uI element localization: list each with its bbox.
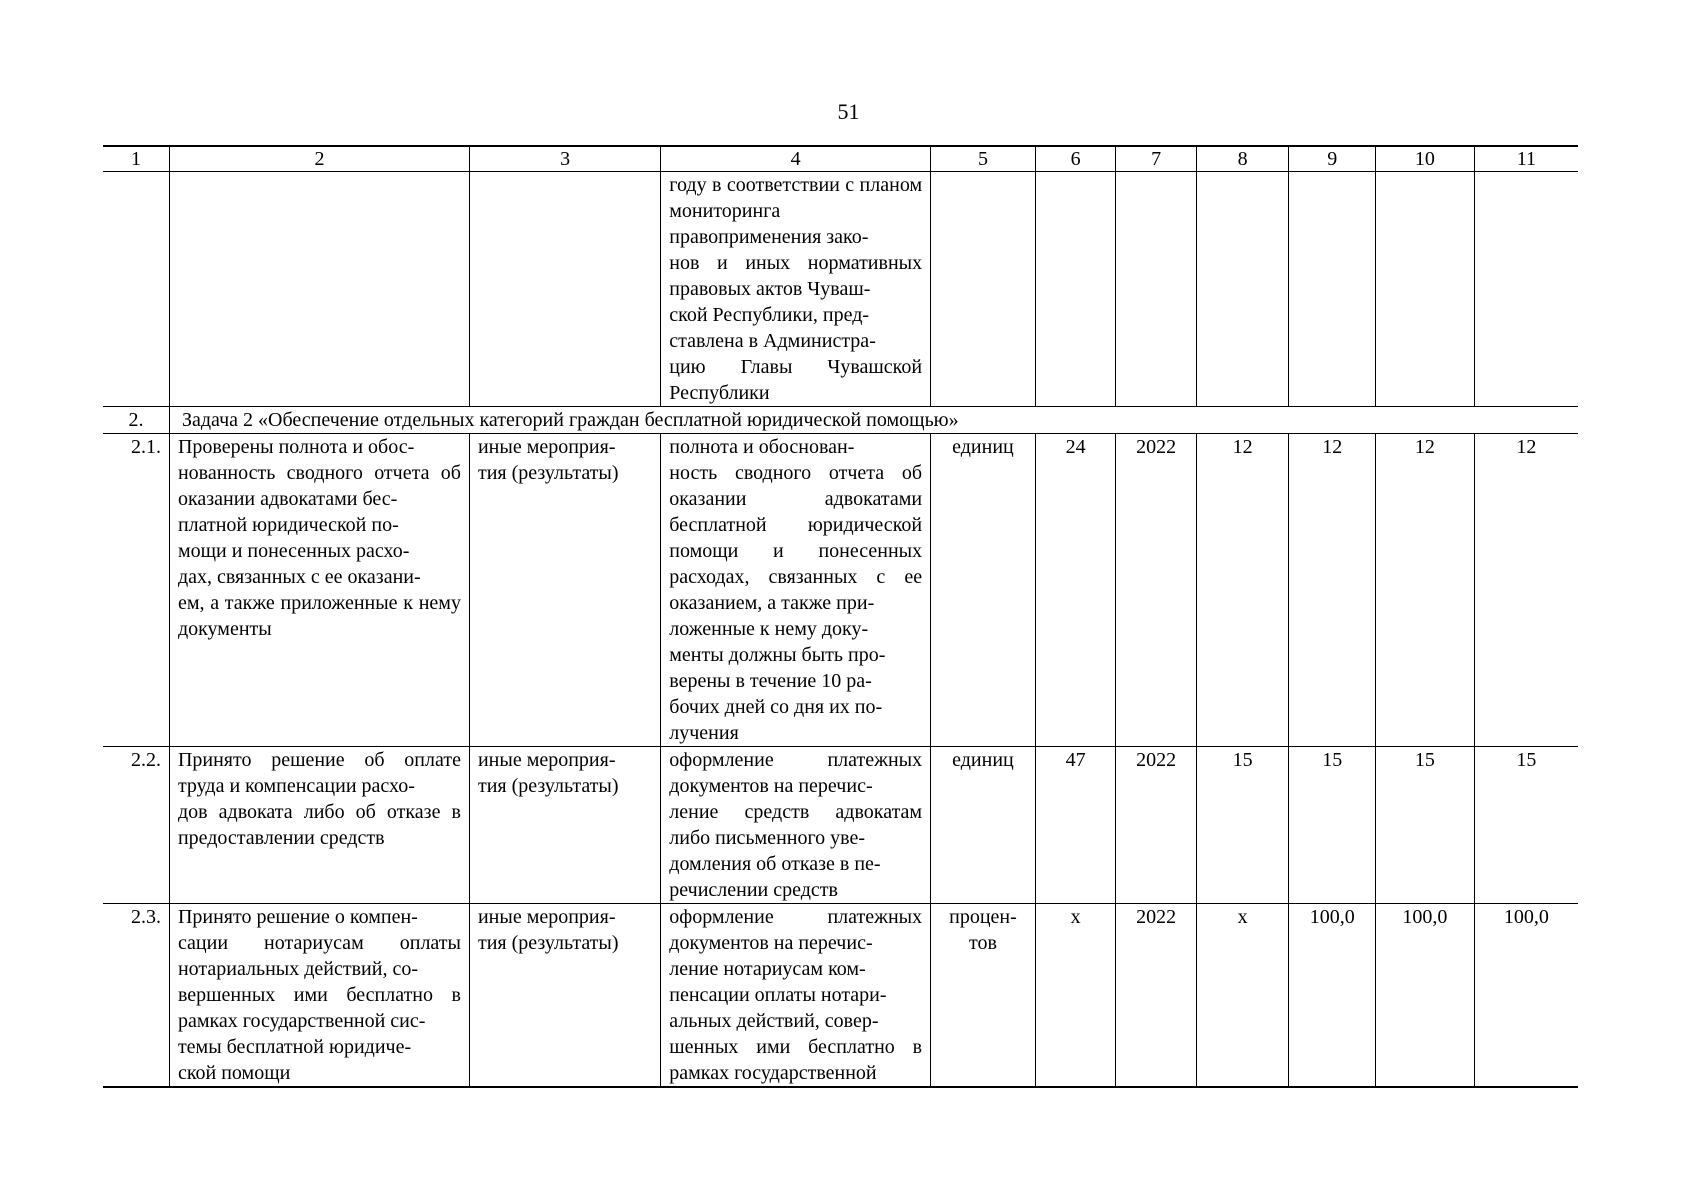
row-number: 2.2. xyxy=(103,747,169,904)
value-year-3: 15 xyxy=(1376,747,1475,904)
indicators-table xyxy=(103,145,1578,1088)
page-number: 51 xyxy=(837,99,860,124)
result-type: иные мероприя- тия (результаты) xyxy=(469,904,660,1088)
table-row xyxy=(103,904,1578,1088)
header-cell: 8 xyxy=(1196,146,1289,172)
value-year-1: х xyxy=(1196,904,1289,1088)
unit: единиц xyxy=(931,747,1036,904)
value-year-4: 100,0 xyxy=(1474,904,1578,1088)
row-number: 2.1. xyxy=(103,434,169,747)
header-cell: 1 xyxy=(103,146,169,172)
task-row xyxy=(103,407,1578,434)
value-year-3: 12 xyxy=(1376,434,1475,747)
value-year-1: 15 xyxy=(1196,747,1289,904)
header-cell: 11 xyxy=(1474,146,1578,172)
header-cell: 3 xyxy=(469,146,660,172)
row-number: 2.3. xyxy=(103,904,169,1088)
base-year: 2022 xyxy=(1116,904,1197,1088)
result-name: Проверены полнота и обос- нованность сводного отчета об оказании адвокатами бес- платной юридической по- мощи и понесенных расхо- дах, связанных с ее оказани- ем, а также приложенные к нему документы xyxy=(169,434,469,747)
result-type: иные мероприя- тия (результаты) xyxy=(469,434,660,747)
result-name: Принято решение об оплате труда и компенсации расхо- дов адвоката либо об отказе в предоставлении средств xyxy=(169,747,469,904)
result-type: иные мероприя- тия (результаты) xyxy=(469,747,660,904)
unit: единиц xyxy=(931,434,1036,747)
result-characteristic: оформление платежных документов на перечис- ление нотариусам ком- пенсации оплаты нотари- альных действий, совер- шенных ими бесплатно в рамках государственной xyxy=(661,904,931,1088)
header-cell: 4 xyxy=(661,146,931,172)
header-cell: 9 xyxy=(1289,146,1376,172)
value-year-1: 12 xyxy=(1196,434,1289,747)
value-year-2: 100,0 xyxy=(1289,904,1376,1088)
table-row xyxy=(103,747,1578,904)
table-row xyxy=(103,434,1578,747)
task-number: 2. xyxy=(103,407,169,434)
result-characteristic: полнота и обоснован- ность сводного отчета об оказании адвокатами бесплатной юридической помощи и понесенных расходах, связанных с ее оказанием, а также при- ложенные к нему доку- менты должны быть про- верены в течение 10 ра- бочих дней со дня их по- лучения xyxy=(661,434,931,747)
value-year-2: 12 xyxy=(1289,434,1376,747)
value-year-2: 15 xyxy=(1289,747,1376,904)
continuation-result-text: году в соответствии с планом мониторинга правоприменения зако- нов и иных нормативных правовых актов Чуваш- ской Республики, пред- ставлена в Администра- цию Главы Чувашской Республики xyxy=(661,172,931,407)
header-cell: 5 xyxy=(931,146,1036,172)
header-cell: 6 xyxy=(1035,146,1116,172)
task-title: Задача 2 «Обеспечение отдельных категорий граждан бесплатной юридической помощью» xyxy=(169,407,1578,434)
unit: процен- тов xyxy=(931,904,1036,1088)
value-year-4: 15 xyxy=(1474,747,1578,904)
result-characteristic: оформление платежных документов на перечис- ление средств адвокатам либо письменного уве- домления об отказе в пе- речислении средств xyxy=(661,747,931,904)
header-cell: 7 xyxy=(1116,146,1197,172)
continuation-row xyxy=(103,172,1578,407)
base-year: 2022 xyxy=(1116,747,1197,904)
header-cell: 2 xyxy=(169,146,469,172)
base-value: 47 xyxy=(1035,747,1116,904)
value-year-3: 100,0 xyxy=(1376,904,1475,1088)
result-name: Принято решение о компен- сации нотариусам оплаты нотариальных действий, со- вершенных ими бесплатно в рамках государственной сис- темы бесплатной юридиче- ской помощи xyxy=(169,904,469,1088)
base-value: х xyxy=(1035,904,1116,1088)
header-cell: 10 xyxy=(1376,146,1475,172)
value-year-4: 12 xyxy=(1474,434,1578,747)
header-row xyxy=(103,146,1578,172)
base-year: 2022 xyxy=(1116,434,1197,747)
base-value: 24 xyxy=(1035,434,1116,747)
